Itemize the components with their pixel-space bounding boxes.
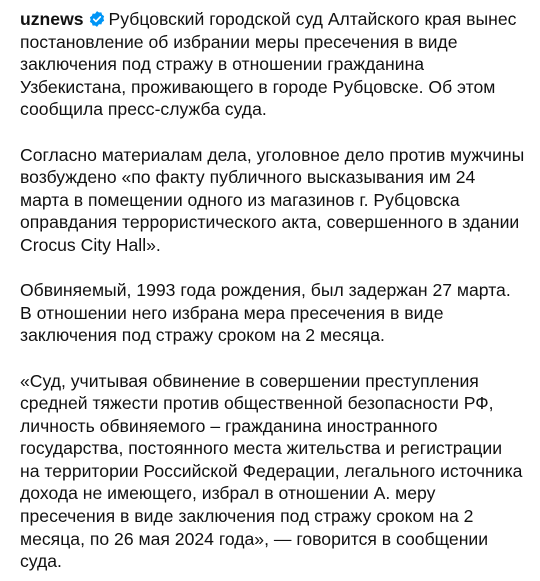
caption-paragraph-3: Обвиняемый, 1993 года рождения, был задержан 27 марта. В отношении него избрана мера пресечения в виде заключения под стражу сроком на 2 месяца. [20,280,511,346]
caption-paragraph-1 [20,8,526,121]
username-link[interactable]: uznews [20,9,84,29]
caption-paragraph-2: Согласно материалам дела, уголовное дело против мужчины возбуждено «по факту публичного высказывания им 24 марта в помещении одного из магазинов г. Рубцовска оправдания террористического акта, совершенного в здании Crocus City Hall». [20,144,525,255]
verified-badge-icon [88,10,106,28]
caption-paragraph-4: «Суд, учитывая обвинение в совершении преступления средней тяжести против общественной безопасности РФ, личность обвиняемого – гражданина иностранного государства, постоянного места жительства и регистрации на территории Российской Федерации, легального источника дохода не имеющего, избрал в отношении А. меру пресечения в виде заключения под стражу сроком на 2 месяца, по 26 мая 2024 года», — говорится в сообщении суда. [20,370,523,572]
caption-paragraph-1-text: Рубцовский городской суд Алтайского края вынес постановление об избрании меры пресечения в виде заключения под стражу в отношении гражданина Узбекистана, проживающего в городе Рубцовске. Об этом сообщила пресс-служба суда. [20,9,517,120]
